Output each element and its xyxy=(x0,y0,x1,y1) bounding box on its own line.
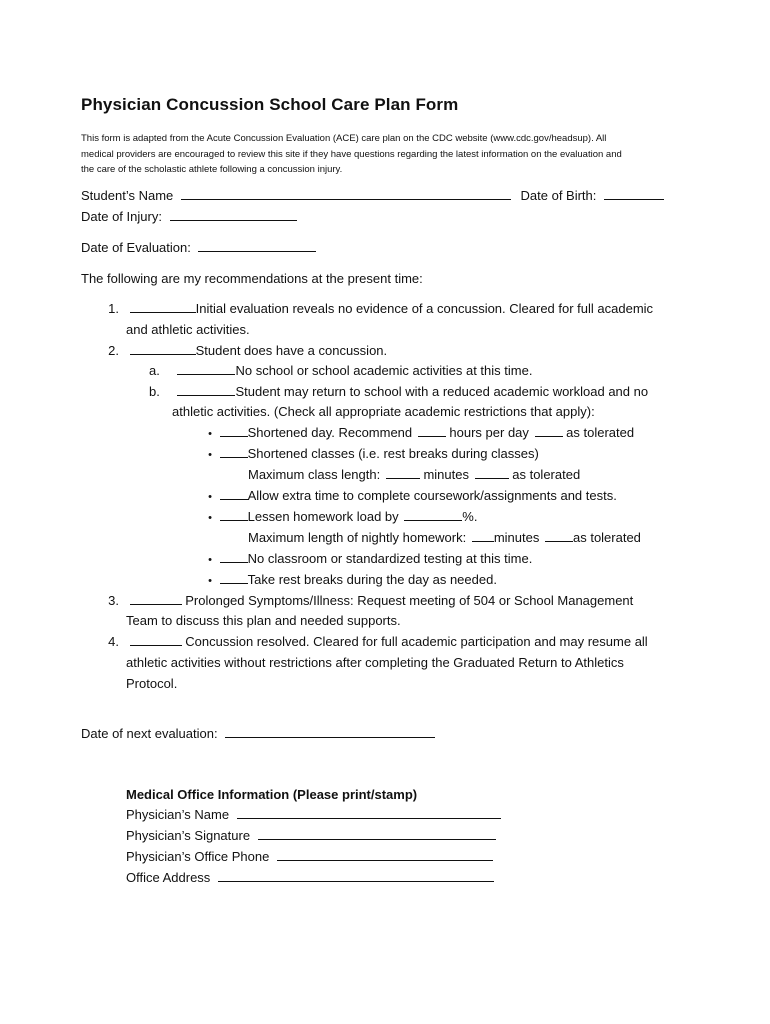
form-intro xyxy=(81,131,691,178)
dob-label: Date of Birth: xyxy=(520,188,597,203)
item-2b-letter: b. xyxy=(149,384,160,399)
rest-breaks-check-field[interactable] xyxy=(220,571,248,584)
shortened-classes-check-field[interactable] xyxy=(220,445,248,458)
student-name-label: Student’s Name xyxy=(81,188,174,203)
item-3-number: 3. xyxy=(108,593,119,608)
intro-line-2: medical providers are encouraged to review this site if they have questions regarding the latest information on the evaluation and xyxy=(81,148,622,160)
item-2b-check-field[interactable] xyxy=(177,383,235,396)
item-4-check-field[interactable] xyxy=(130,633,182,646)
max-homework-text: Maximum length of nightly homework: xyxy=(248,530,467,545)
item-1 xyxy=(95,300,653,318)
evaluation-label: Date of Evaluation: xyxy=(81,240,191,255)
item-2a-letter: a. xyxy=(149,363,160,378)
physician-name-field[interactable] xyxy=(237,806,501,819)
item-1-check-field[interactable] xyxy=(130,300,196,313)
bullet-icon: • xyxy=(208,554,212,566)
homework-load-check-field[interactable] xyxy=(220,508,248,521)
next-evaluation-field[interactable] xyxy=(225,725,435,738)
recommendations-intro: The following are my recommendations at the present time: xyxy=(81,271,423,286)
office-phone-label: Physician’s Office Phone xyxy=(126,849,270,864)
homework-percent-field[interactable] xyxy=(404,508,462,521)
next-evaluation-row xyxy=(81,725,435,743)
restriction-homework-load xyxy=(204,508,477,527)
item-2b xyxy=(149,383,648,401)
physician-signature-field[interactable] xyxy=(258,827,496,840)
shortened-day-text: Shortened day. Recommend xyxy=(247,425,413,440)
homework-tolerated-text: as tolerated xyxy=(572,530,641,545)
no-testing-text: No classroom or standardized testing at this time. xyxy=(247,551,533,566)
item-2-text: Student does have a concussion. xyxy=(195,343,388,358)
max-class-length-row xyxy=(248,466,580,484)
no-testing-check-field[interactable] xyxy=(220,550,248,563)
student-name-row xyxy=(81,187,664,205)
office-address-label: Office Address xyxy=(126,870,211,885)
item-2-check-field[interactable] xyxy=(130,342,196,355)
bullet-icon: • xyxy=(208,449,212,461)
item-3-line-2: Team to discuss this plan and needed supports. xyxy=(126,613,401,628)
office-phone-field[interactable] xyxy=(277,848,493,861)
item-4-text: Concussion resolved. Cleared for full academic participation and may resume all xyxy=(185,634,648,649)
homework-minutes-text: minutes xyxy=(493,530,540,545)
class-length-tolerated-field[interactable] xyxy=(475,466,509,479)
homework-load-text: Lessen homework load by xyxy=(247,509,399,524)
item-4-number: 4. xyxy=(108,634,119,649)
item-4 xyxy=(95,633,648,651)
item-2-number: 2. xyxy=(108,343,119,358)
homework-minutes-field[interactable] xyxy=(472,529,494,542)
injury-date-field[interactable] xyxy=(170,208,297,221)
item-2b-text: Student may return to school with a reduced academic workload and no xyxy=(235,384,649,399)
homework-tolerated-field[interactable] xyxy=(545,529,573,542)
student-name-field[interactable] xyxy=(181,187,511,200)
evaluation-row xyxy=(81,239,316,257)
item-1-text: Initial evaluation reveals no evidence of a concussion. Cleared for full academic xyxy=(195,301,654,316)
item-4-line-2: athletic activities without restrictions after completing the Graduated Return to Athletics xyxy=(126,655,624,670)
item-1-line-2: and athletic activities. xyxy=(126,322,250,337)
physician-signature-row xyxy=(126,827,496,845)
intro-line-1: This form is adapted from the Acute Concussion Evaluation (ACE) care plan on the CDC website (www.cdc.gov/headsup). All xyxy=(81,133,607,144)
office-phone-row xyxy=(126,848,493,866)
max-class-length-text: Maximum class length: xyxy=(248,467,381,482)
office-address-field[interactable] xyxy=(218,869,494,882)
item-3-check-field[interactable] xyxy=(130,592,182,605)
intro-line-3: the care of the scholastic athlete following a concussion injury. xyxy=(81,164,343,175)
item-1-number: 1. xyxy=(108,301,119,316)
office-heading: Medical Office Information (Please print/stamp) xyxy=(126,787,418,802)
evaluation-date-field[interactable] xyxy=(198,239,316,252)
dob-field[interactable] xyxy=(604,187,664,200)
bullet-icon: • xyxy=(208,575,212,587)
item-4-line-3: Protocol. xyxy=(126,676,178,691)
hours-tolerated-text: as tolerated xyxy=(566,425,635,440)
item-2 xyxy=(95,342,387,360)
class-minutes-text: minutes xyxy=(423,467,469,482)
physician-name-label: Physician’s Name xyxy=(126,807,230,822)
item-2a-text: No school or school academic activities at this time. xyxy=(235,363,533,378)
class-length-minutes-field[interactable] xyxy=(386,466,420,479)
office-address-row xyxy=(126,869,494,887)
item-3 xyxy=(95,592,633,610)
item-3-text: Prolonged Symptoms/Illness: Request meeting of 504 or School Management xyxy=(185,593,634,608)
shortened-day-check-field[interactable] xyxy=(220,424,248,437)
bullet-icon: • xyxy=(208,428,212,440)
extra-time-text: Allow extra time to complete coursework/assignments and tests. xyxy=(247,488,617,503)
max-homework-row xyxy=(248,529,641,547)
extra-time-check-field[interactable] xyxy=(220,487,248,500)
restriction-shortened-classes xyxy=(204,445,539,464)
recommended-hours-field[interactable] xyxy=(418,424,446,437)
restriction-no-testing xyxy=(204,550,532,569)
restriction-rest-breaks xyxy=(204,571,497,590)
physician-signature-label: Physician’s Signature xyxy=(126,828,251,843)
hours-tolerated-field[interactable] xyxy=(535,424,563,437)
injury-row xyxy=(81,208,297,226)
injury-label: Date of Injury: xyxy=(81,209,162,224)
class-tolerated-text: as tolerated xyxy=(512,467,581,482)
item-2a xyxy=(149,362,532,380)
hours-per-day-text: hours per day xyxy=(449,425,529,440)
item-2a-check-field[interactable] xyxy=(177,362,235,375)
restriction-extra-time xyxy=(204,487,617,506)
rest-breaks-text: Take rest breaks during the day as needed. xyxy=(247,572,497,587)
shortened-classes-text: Shortened classes (i.e. rest breaks during classes) xyxy=(247,446,539,461)
next-evaluation-label: Date of next evaluation: xyxy=(81,726,218,741)
restriction-shortened-day xyxy=(204,424,634,443)
bullet-icon: • xyxy=(208,512,212,524)
form-title: Physician Concussion School Care Plan Form xyxy=(81,95,459,114)
physician-name-row xyxy=(126,806,501,824)
homework-percent-text: %. xyxy=(462,509,478,524)
item-2b-line-2: athletic activities. (Check all appropriate academic restrictions that apply): xyxy=(172,404,595,419)
bullet-icon: • xyxy=(208,491,212,503)
